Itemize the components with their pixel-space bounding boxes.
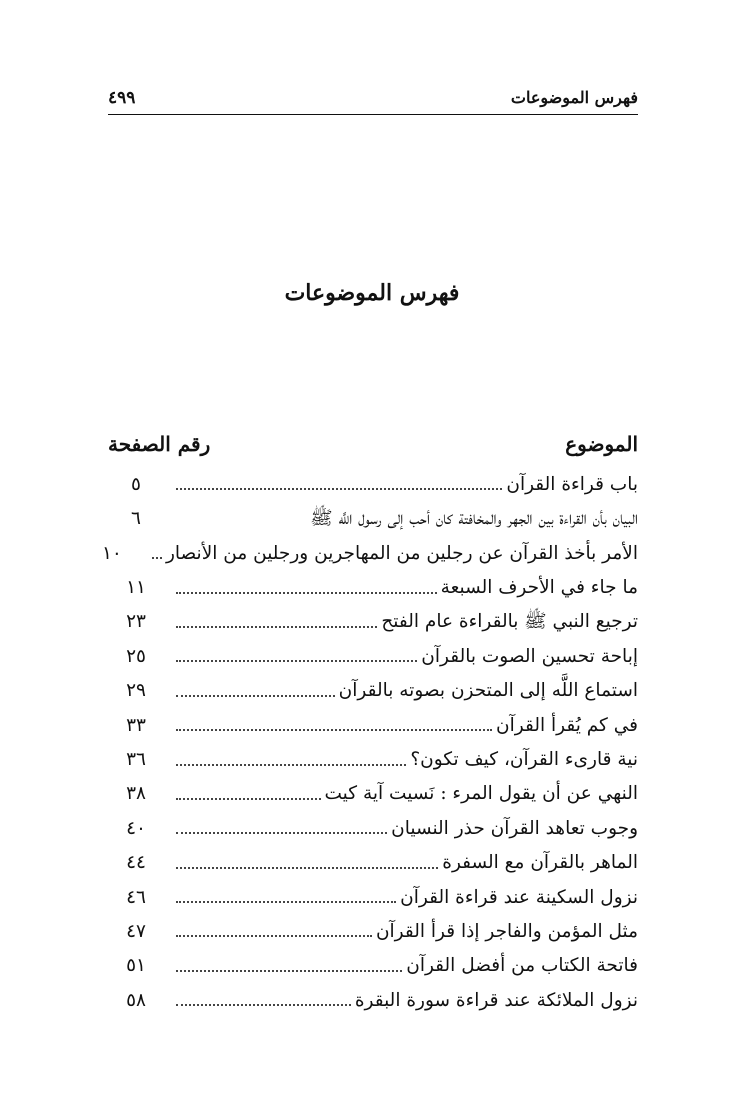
- dot-leader: [176, 1004, 351, 1006]
- toc-entry-title: إباحة تحسين الصوت بالقرآن: [421, 645, 638, 667]
- toc-entry-title: مثل المؤمن والفاجر إذا قرأ القرآن: [375, 920, 638, 942]
- toc-entry: [108, 913, 638, 947]
- toc-entry-page: ٥١: [126, 955, 146, 977]
- toc-entry: [108, 810, 638, 844]
- toc-entry-title: الأمر بأخذ القرآن عن رجلين من المهاجرين ورجلين من الأنصار: [165, 542, 638, 564]
- running-title: فهرس الموضوعات: [510, 88, 638, 107]
- dot-leader: [176, 798, 321, 800]
- toc-entry: [108, 569, 638, 603]
- toc-entry-title: نية قارىء القرآن، كيف تكون؟: [410, 749, 638, 771]
- dot-leader: [176, 729, 492, 731]
- toc-entry-page: ٢٣: [126, 611, 146, 633]
- dot-leader: [176, 626, 377, 628]
- toc-entry-title: النهي عن أن يقول المرء : نَسيت آية كيت: [324, 783, 638, 805]
- dot-leader: [152, 557, 162, 559]
- running-header: [108, 86, 638, 115]
- page-title: فهرس الموضوعات: [284, 280, 460, 306]
- toc-entry-page: ٤٧: [126, 920, 146, 942]
- toc-entry-page: ٢٥: [126, 645, 146, 667]
- toc-entry: [108, 500, 638, 534]
- toc-list: [102, 466, 638, 1016]
- toc-entry-title: الماهر بالقرآن مع السفرة: [442, 852, 638, 874]
- toc-entry: [108, 947, 638, 981]
- toc-entry-page: ٥: [131, 473, 141, 495]
- toc-entry: [108, 844, 638, 878]
- dot-leader: [176, 592, 437, 594]
- toc-entry: [108, 672, 638, 706]
- dot-leader: [176, 867, 438, 869]
- toc-entry-page: ٥٨: [126, 989, 146, 1011]
- toc-entry: [108, 776, 638, 810]
- toc-entry: [108, 741, 638, 775]
- toc-entry-title: فاتحة الكتاب من أفضل القرآن: [406, 955, 638, 977]
- dot-leader: [176, 901, 396, 903]
- toc-entry-page: ٣٨: [126, 783, 146, 805]
- toc-entry-title: استماع اللَّه إلى المتحزن بصوته بالقرآن: [338, 680, 638, 702]
- toc-entry: [108, 604, 638, 638]
- toc-entry-page: ٣٦: [126, 749, 146, 771]
- dot-leader: [176, 970, 402, 972]
- page-number: ٤٩٩: [108, 88, 136, 108]
- toc-entry-page: ١٠: [102, 542, 122, 564]
- toc-entry-title: في كم يُقرأ القرآن: [496, 714, 638, 736]
- toc-entry: [102, 535, 638, 569]
- toc-entry-title: نزول السكينة عند قراءة القرآن: [400, 886, 638, 908]
- toc-entry-page: ١١: [126, 577, 146, 599]
- toc-entry-title: ترجيع النبي ﷺ بالقراءة عام الفتح: [381, 611, 638, 633]
- toc-entry: [108, 638, 638, 672]
- toc-entry: [108, 466, 638, 500]
- dot-leader: [176, 935, 372, 937]
- toc-entry-page: ٤٤: [126, 852, 146, 874]
- dot-leader: [176, 695, 335, 697]
- dot-leader: [176, 832, 387, 834]
- toc-entry-page: ٤٦: [126, 886, 146, 908]
- dot-leader: [176, 764, 406, 766]
- toc-entry: [108, 982, 638, 1016]
- toc-entry-title: باب قراءة القرآن: [506, 473, 638, 495]
- toc-entry-title: البيان بأن القراءة بين الجهر والمخافتة كان أحب إلى رسول اللَّه ﷺ: [310, 508, 638, 530]
- toc-entry-title: وجوب تعاهد القرآن حذر النسيان: [391, 817, 638, 839]
- column-header-page: رقم الصفحة: [108, 432, 211, 456]
- toc-entry-page: ٤٠: [126, 817, 146, 839]
- dot-leader: [176, 660, 417, 662]
- column-header-topic: الموضوع: [565, 432, 638, 456]
- toc-entry-page: ٦: [131, 508, 141, 530]
- toc-entry: [108, 879, 638, 913]
- column-headers: [108, 432, 638, 464]
- toc-entry-title: نزول الملائكة عند قراءة سورة البقرة: [354, 989, 638, 1011]
- toc-entry: [108, 707, 638, 741]
- toc-entry-page: ٣٣: [126, 714, 146, 736]
- toc-entry-title: ما جاء في الأحرف السبعة: [440, 577, 638, 599]
- toc-entry-page: ٢٩: [126, 680, 146, 702]
- dot-leader: [176, 488, 502, 490]
